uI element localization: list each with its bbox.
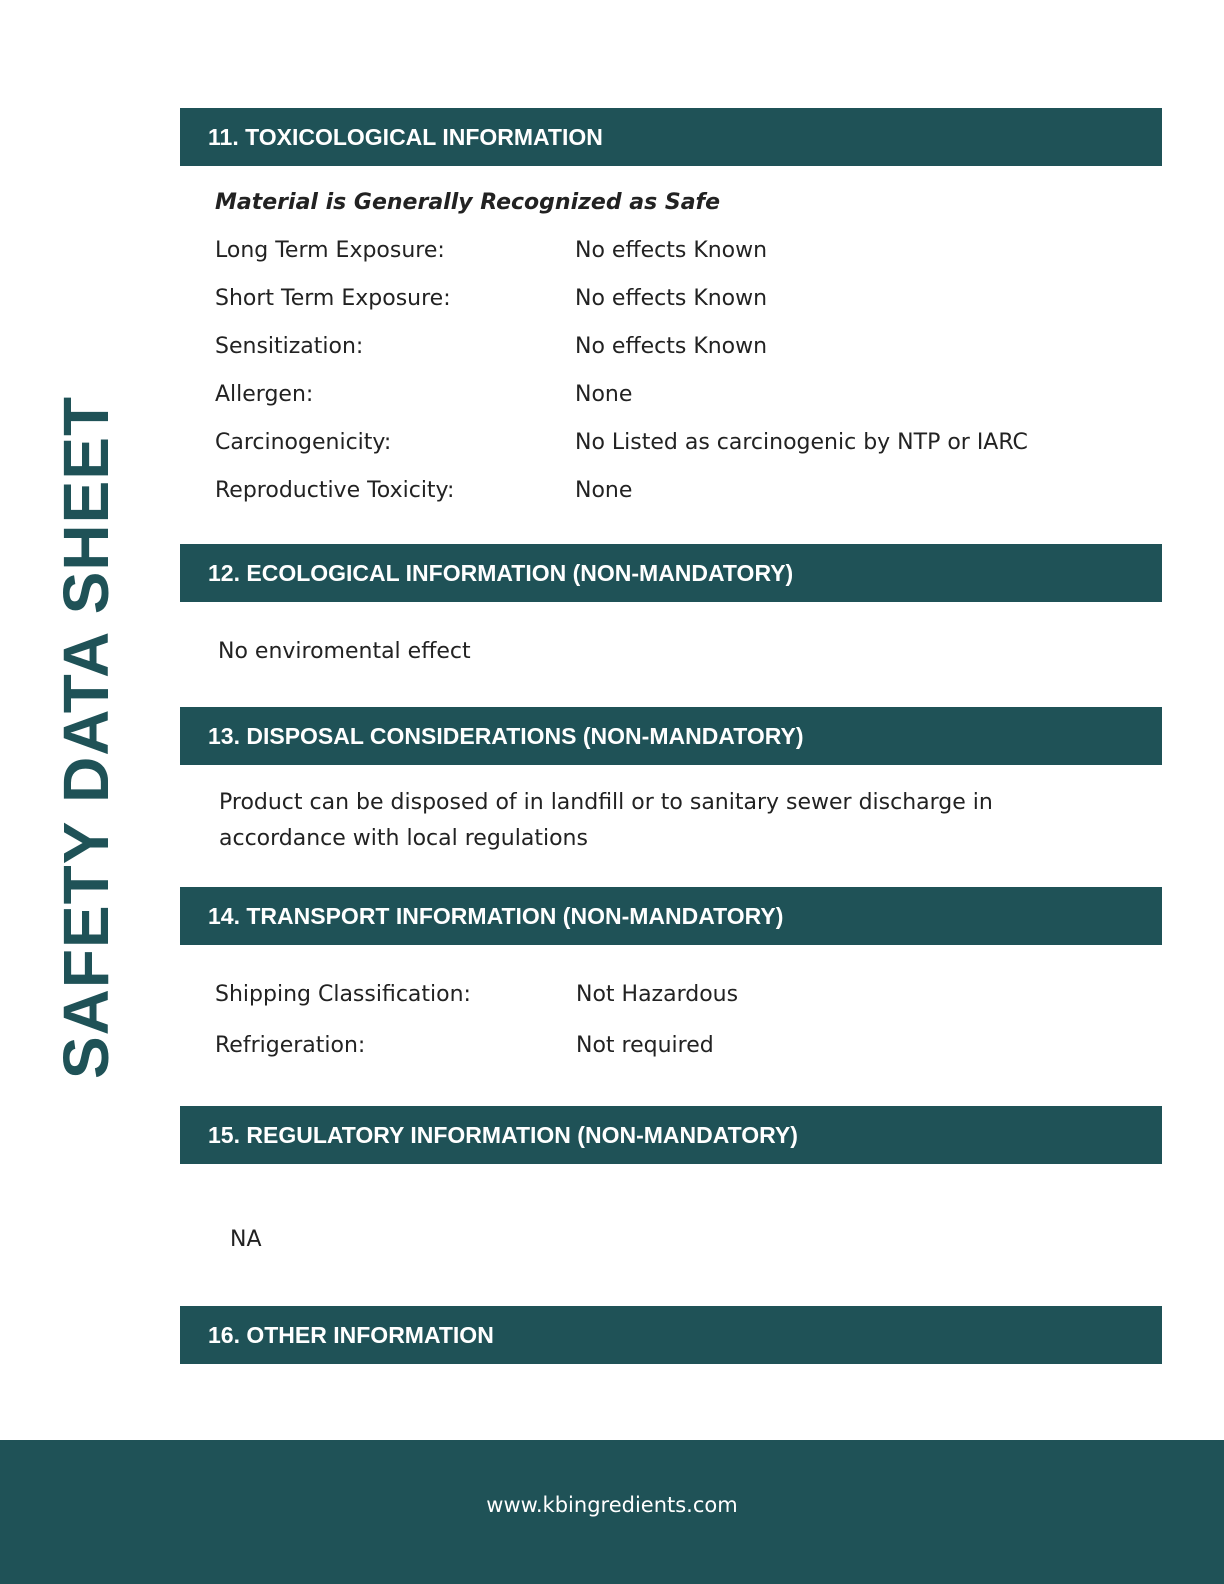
tox-label: Long Term Exposure: (215, 238, 445, 263)
tox-value: No Listed as carcinogenic by NTP or IARC (575, 430, 1028, 455)
transport-value: Not required (576, 1033, 714, 1058)
section-heading-ecological: 12. ECOLOGICAL INFORMATION (NON-MANDATORY) (180, 544, 1162, 602)
tox-label: Sensitization: (215, 334, 364, 359)
tox-label: Reproductive Toxicity: (215, 478, 455, 503)
footer-website-link[interactable]: www.kbingredients.com (486, 1493, 738, 1517)
tox-value: No effects Known (575, 334, 768, 359)
tox-value: No effects Known (575, 238, 768, 263)
tox-note: Material is Generally Recognized as Safe (215, 190, 721, 215)
tox-label: Allergen: (215, 382, 314, 407)
section-heading-regulatory: 15. REGULATORY INFORMATION (NON-MANDATORY) (180, 1106, 1162, 1164)
section-heading-toxicological: 11. TOXICOLOGICAL INFORMATION (180, 108, 1162, 166)
disposal-text: Product can be disposed of in landfill or to sanitary sewer discharge in accordance with local regulations (219, 790, 993, 851)
section-heading-other: 16. OTHER INFORMATION (180, 1306, 1162, 1364)
transport-label: Refrigeration: (215, 1033, 366, 1058)
tox-value: None (575, 478, 633, 503)
tox-label: Short Term Exposure: (215, 286, 451, 311)
section-heading-disposal: 13. DISPOSAL CONSIDERATIONS (NON-MANDATORY) (180, 707, 1162, 765)
side-title: SAFETY DATA SHEET (50, 395, 122, 1079)
eco-text: No enviromental effect (218, 639, 471, 664)
transport-value: Not Hazardous (576, 982, 739, 1007)
footer (0, 1440, 1224, 1584)
section-heading-transport: 14. TRANSPORT INFORMATION (NON-MANDATORY) (180, 887, 1162, 945)
tox-value: None (575, 382, 633, 407)
regulatory-text: NA (230, 1227, 262, 1252)
tox-label: Carcinogenicity: (215, 430, 392, 455)
transport-label: Shipping Classification: (215, 982, 471, 1007)
tox-value: No effects Known (575, 286, 768, 311)
